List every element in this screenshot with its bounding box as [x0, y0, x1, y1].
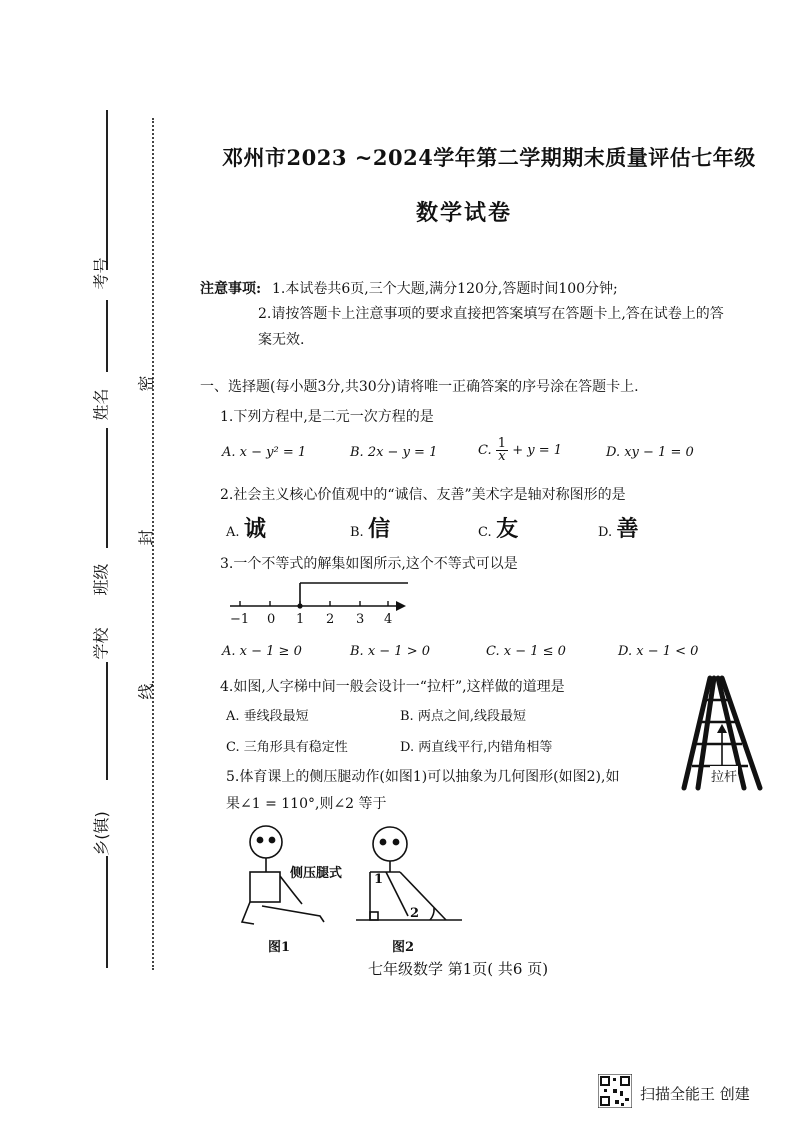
- qr-module: [615, 1100, 619, 1104]
- exam-title: 邓州市2023 ~2024学年第二学期期末质量评估七年级: [222, 145, 756, 170]
- seal-char-mi: 密: [136, 375, 156, 392]
- township-label: 乡(镇): [91, 811, 111, 856]
- q1-option-d: D. xy − 1 = 0: [606, 445, 694, 460]
- q5-angle-1-label: 1: [374, 872, 384, 887]
- q5-figure-1-label: 侧压腿式: [290, 866, 343, 881]
- qr-finder-hole: [602, 1078, 608, 1084]
- q3-solution-endpoint: [297, 603, 302, 608]
- q2-option-c: [478, 512, 518, 543]
- qr-module: [620, 1091, 623, 1096]
- fig1-torso: [250, 872, 280, 902]
- fig2-head: [373, 827, 407, 861]
- q1-option-c-prefix: C.: [478, 443, 492, 458]
- q2-option-a-label: A.: [226, 525, 240, 540]
- q2-option-d-char: 善: [616, 517, 639, 542]
- name-line: [106, 300, 108, 372]
- exam-subtitle: 数学试卷: [416, 201, 513, 226]
- section-1-heading: 一、选择题(每小题3分,共30分)请将唯一正确答案的序号涂在答题卡上.: [200, 379, 639, 395]
- qr-module: [621, 1103, 624, 1106]
- q1-option-c-denominator: x: [498, 449, 506, 464]
- fig1-bent-leg: [242, 902, 254, 924]
- fig2-eye: [380, 839, 385, 844]
- q4-option-a: A. 垂线段最短: [226, 709, 309, 724]
- q3-option-b: B. x − 1 > 0: [350, 644, 431, 659]
- fig1-eye: [257, 837, 262, 842]
- q5-angle-2-label: 2: [410, 906, 420, 921]
- seal-char-feng: 封: [136, 529, 156, 546]
- scanner-watermark-text: 扫描全能王 创建: [640, 1085, 750, 1103]
- q3-tick-label-3: 1: [296, 612, 305, 627]
- q2-option-b-char: 信: [368, 517, 391, 542]
- notes-line-1: 1.本试卷共6页,三个大题,满分120分,答题时间100分钟;: [272, 281, 618, 297]
- q3-stem: 3.一个不等式的解集如图所示,这个不等式可以是: [220, 556, 518, 572]
- q3-option-d: D. x − 1 < 0: [618, 644, 699, 659]
- seal-char-xian: 线: [136, 683, 156, 700]
- qr-finder-hole: [602, 1098, 608, 1104]
- q3-option-a: A. x − 1 ≥ 0: [222, 644, 302, 659]
- qr-code-icon: [598, 1074, 632, 1108]
- q4-option-d: D. 两直线平行,内错角相等: [400, 740, 553, 755]
- q1-option-c-suffix: + y = 1: [512, 443, 562, 458]
- notes-line-3: 案无效.: [258, 332, 305, 348]
- fig2-angle-2-arc: [430, 908, 434, 920]
- qr-module: [604, 1089, 607, 1092]
- notes-line-2: 2.请按答题卡上注意事项的要求直接把答案填写在答题卡上,答在试卷上的答: [258, 306, 724, 322]
- q3-tick-label-1: −1: [230, 612, 250, 627]
- notes-label: 注意事项:: [200, 281, 262, 297]
- q5-figure-1-caption: 图1: [268, 940, 291, 955]
- q2-option-b: [350, 512, 390, 543]
- fig1-head: [250, 826, 282, 858]
- q2-option-d-label: D.: [598, 525, 613, 540]
- qr-module: [613, 1089, 617, 1093]
- q5-stem-line-1: 5.体育课上的侧压腿动作(如图1)可以抽象为几何图形(如图2),如: [226, 769, 620, 785]
- ladder-pull-rod-arrowhead: [717, 724, 727, 733]
- q4-figure-label: 拉杆: [710, 766, 738, 785]
- q1-option-b: B. 2x − y = 1: [350, 445, 438, 460]
- q2-stem: 2.社会主义核心价值观中的“诚信、友善”美术字是轴对称图形的是: [220, 487, 626, 503]
- q5-stem-line-2: 果∠1 = 110°,则∠2 等于: [226, 796, 387, 812]
- q3-tick-label-4: 2: [326, 612, 335, 627]
- q3-tick-label-2: 0: [267, 612, 276, 627]
- school-label: 学校: [91, 627, 111, 660]
- q1-option-c-numerator: 1: [497, 436, 507, 451]
- fig1-eye: [269, 837, 274, 842]
- q3-number-line-arrow: [396, 601, 406, 611]
- q2-option-d: [598, 512, 639, 543]
- q3-tick-label-6: 4: [384, 612, 393, 627]
- q4-option-b: B. 两点之间,线段最短: [400, 709, 526, 724]
- q1-stem: 1.下列方程中,是二元一次方程的是: [220, 409, 434, 425]
- fig2-inner-line: [386, 872, 408, 916]
- q2-option-a-char: 诚: [243, 517, 266, 542]
- class-label: 班级: [91, 563, 111, 596]
- exam-no-line: [106, 110, 108, 270]
- township-line: [106, 856, 108, 968]
- exam-no-label: 考号: [91, 257, 111, 290]
- fig2-eye: [393, 839, 398, 844]
- q5-figure-2-caption: 图2: [392, 940, 415, 955]
- class-line: [106, 428, 108, 548]
- name-label: 姓名: [91, 388, 111, 421]
- q2-option-b-label: B.: [350, 525, 364, 540]
- q2-option-a: [226, 512, 266, 543]
- qr-finder-hole: [622, 1078, 628, 1084]
- q1-option-a: A. x − y² = 1: [222, 445, 307, 460]
- q1-option-c: [478, 438, 562, 463]
- q3-tick-label-5: 3: [356, 612, 365, 627]
- q2-option-c-label: C.: [478, 525, 492, 540]
- fig1-straight-leg: [262, 906, 324, 922]
- q4-stem: 4.如图,人字梯中间一般会设计一“拉杆”,这样做的道理是: [220, 679, 565, 695]
- q4-option-c: C. 三角形具有稳定性: [226, 740, 348, 755]
- q2-option-c-char: 友: [496, 517, 519, 542]
- school-line: [106, 662, 108, 780]
- qr-module: [613, 1078, 616, 1081]
- q1-option-c-fraction: [496, 438, 508, 463]
- page-footer: 七年级数学 第1页( 共6 页): [368, 960, 549, 978]
- qr-module: [625, 1098, 629, 1101]
- fig2-right-angle-mark: [370, 912, 378, 920]
- q3-option-c: C. x − 1 ≤ 0: [486, 644, 566, 659]
